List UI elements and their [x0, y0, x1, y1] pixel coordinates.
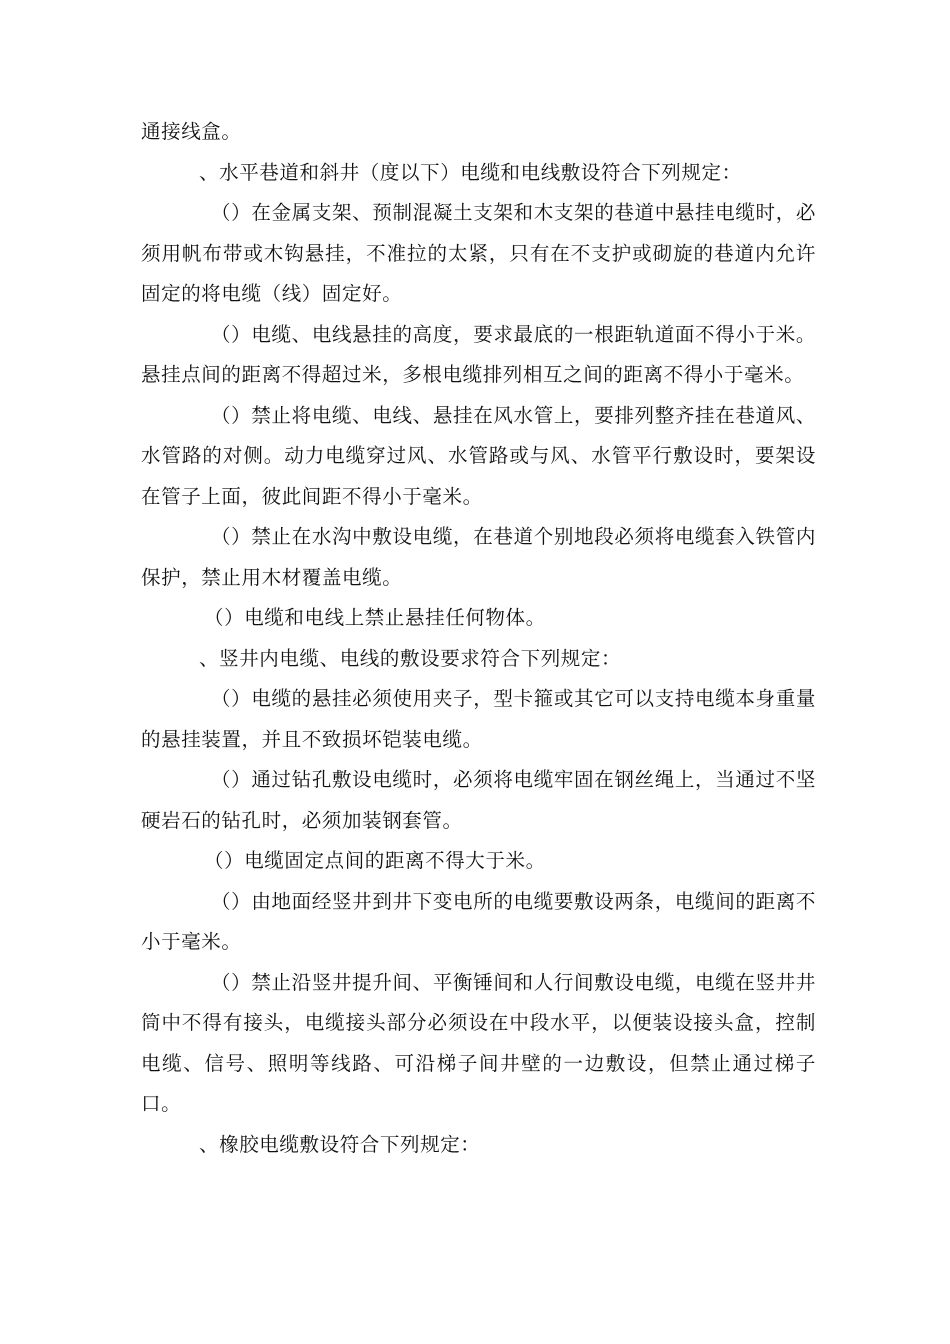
rule-item-two-cables: （）由地面经竖井到井下变电所的电缆要敷设两条，电缆间的距离不小于毫米。 — [141, 889, 816, 953]
paragraph-continuation: 通接线盒。 — [141, 120, 242, 143]
rule-item-borehole: （）通过钻孔敷设电缆时，必须将电缆牢固在钢丝绳上，当通过不坚硬岩石的钻孔时，必须加装钢套管。 — [141, 768, 816, 832]
section-heading-horizontal-roadway: 、水平巷道和斜井（度以下）电缆和电线敷设符合下列规定： — [199, 160, 742, 184]
rule-item-fixing-distance: （）电缆固定点间的距离不得大于米。 — [204, 849, 546, 872]
rule-item-ditch-prohibition: （）禁止在水沟中敷设电缆，在巷道个别地段必须将电缆套入铁管内保护，禁止用木材覆盖电缆。 — [141, 525, 816, 589]
rule-item-clamps: （）电缆的悬挂必须使用夹子，型卡箍或其它可以支持电缆本身重量的悬挂装置，并且不致损坏铠装电缆。 — [141, 687, 816, 751]
section-heading-vertical-shaft: 、竖井内电缆、电线的敷设要求符合下列规定： — [199, 646, 622, 670]
document-body — [141, 112, 816, 1165]
rule-item-hanging-height: （）电缆、电线悬挂的高度，要求最底的一根距轨道面不得小于米。悬挂点间的距离不得超过米，多根电缆排列相互之间的距离不得小于毫米。 — [141, 322, 816, 386]
rule-item-pipe-separation: （）禁止将电缆、电线、悬挂在风水管上，要排列整齐挂在巷道风、水管路的对侧。动力电缆穿过风、水管路或与风、水管平行敷设时，要架设在管子上面，彼此间距不得小于毫米。 — [141, 403, 816, 508]
rule-item-no-objects: （）电缆和电线上禁止悬挂任何物体。 — [204, 606, 546, 629]
rule-item-shaft-prohibition: （）禁止沿竖井提升间、平衡锤间和人行间敷设电缆，电缆在竖井井筒中不得有接头，电缆接头部分必须设在中段水平，以便装设接头盒，控制电缆、信号、照明等线路、可沿梯子间井壁的一边敷设，但禁止通过梯子口。 — [141, 970, 816, 1115]
rule-item-support-hanging: （）在金属支架、预制混凝土支架和木支架的巷道中悬挂电缆时，必须用帆布带或木钩悬挂，不准拉的太紧，只有在不支护或砌旋的巷道内允许固定的将电缆（线）固定好。 — [141, 201, 816, 305]
section-heading-rubber-cable: 、橡胶电缆敷设符合下列规定： — [199, 1132, 481, 1156]
